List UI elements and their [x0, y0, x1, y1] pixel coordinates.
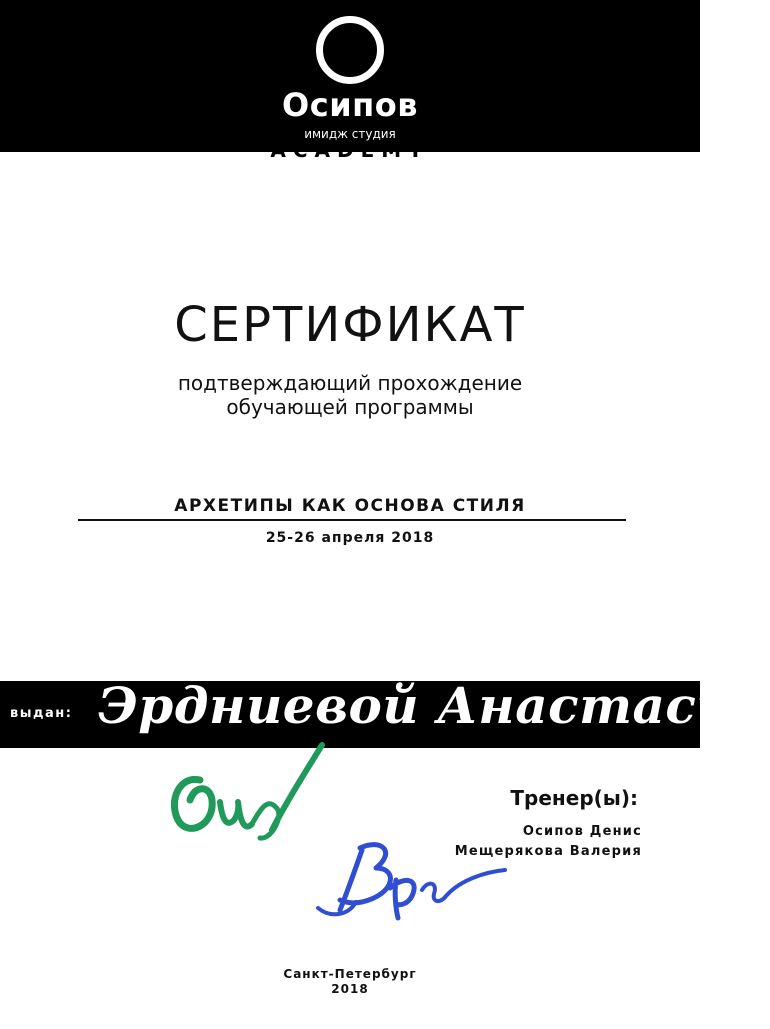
year-label: 2018	[331, 982, 369, 996]
brand-name: Осипов	[282, 86, 418, 124]
trainer-name: Мещерякова Валерия	[454, 844, 642, 859]
certificate-subtitle-line2: обучающей программы	[226, 395, 474, 419]
recipient-name: Эрдниевой Анастасии	[98, 676, 770, 735]
certificate-subtitle-line1: подтверждающий прохождение	[177, 371, 523, 395]
signature-blue-icon	[300, 810, 520, 930]
program-dates: 25-26 апреля 2018	[265, 530, 435, 546]
certificate-title: СЕРТИФИКАТ	[174, 297, 526, 353]
program-name: АРХЕТИПЫ КАК ОСНОВА СТИЛЯ	[174, 496, 526, 516]
brand-subtitle: имидж студия	[304, 127, 396, 141]
logo-ring-icon	[316, 16, 384, 84]
program-underline	[78, 519, 626, 521]
trainer-name: Осипов Денис	[522, 824, 642, 839]
brand-academy-text: ACADEMY	[270, 138, 430, 162]
trainers-label: Тренер(ы):	[510, 786, 638, 810]
issued-label: выдан:	[10, 706, 73, 721]
city-label: Санкт-Петербург	[283, 967, 417, 981]
brand-academy	[0, 138, 700, 164]
